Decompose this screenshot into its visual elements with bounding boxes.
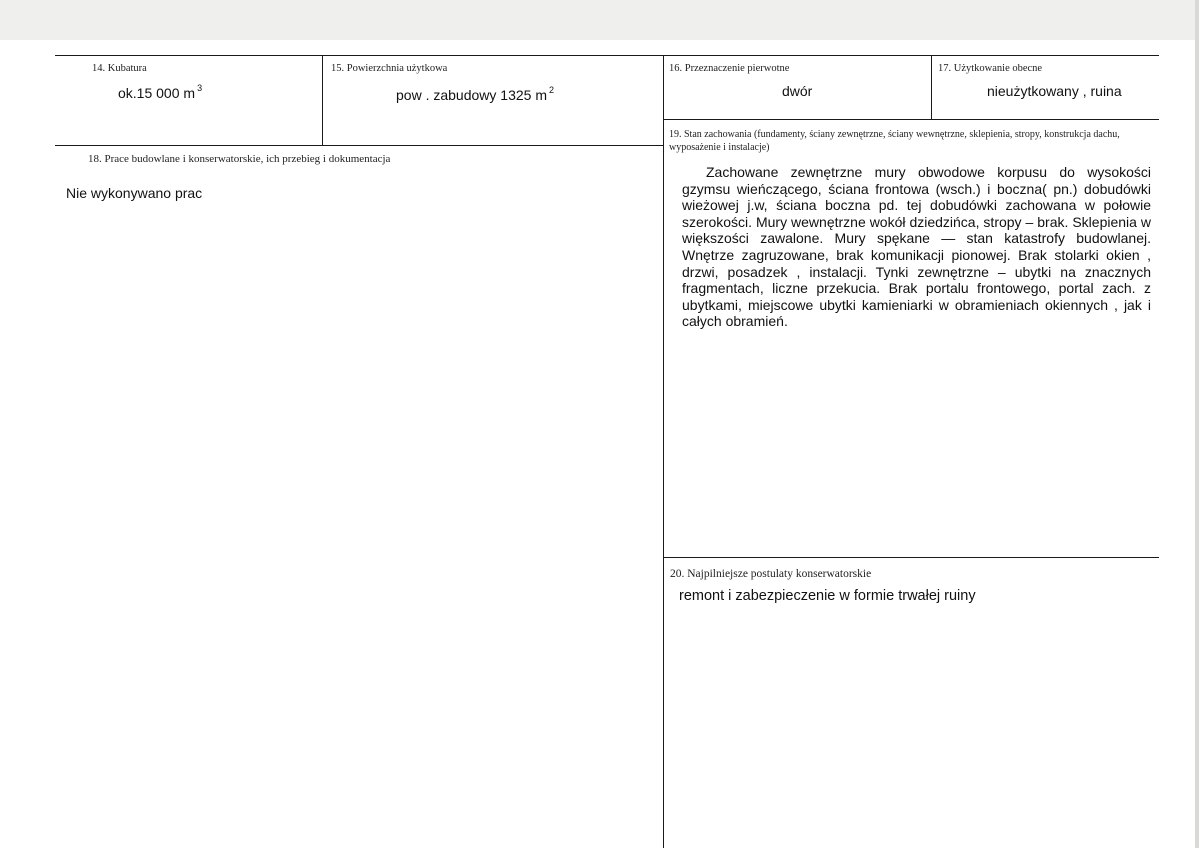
kubatura-label: 14. Kubatura bbox=[92, 63, 147, 74]
powierzchnia-value-text: pow . zabudowy 1325 m bbox=[396, 87, 547, 103]
scan-top-band bbox=[0, 0, 1199, 40]
divider-16-17 bbox=[931, 55, 932, 119]
divider-14-15 bbox=[322, 55, 323, 145]
kubatura-value-text: ok.15 000 m bbox=[118, 85, 196, 101]
powierzchnia-label: 15. Powierzchnia użytkowa bbox=[331, 63, 448, 74]
row-divider-left bbox=[55, 145, 664, 146]
scan-right-edge bbox=[1195, 0, 1199, 848]
row-divider-right bbox=[664, 119, 1159, 120]
stan-value: Zachowane zewnętrzne mury obwodowe korpusu do wysokości gzymsu wieńczącego, ściana frontowa (wsch.) i boczna( pn.) dobudówki wieżowej j.w, ściana boczna pd. tej dobudówki zachowana w połowie szerokości. Mury wewnętrzne wokół dziedzińca, stropy – brak. Sklepienia w większości zawalone. Mury spękane — stan katastrofy budowlanej. Wnętrze zagruzowane, brak komunikacji pionowej. Brak stolarki okien , drzwi, posadzek , instalacji. Tynki zewnętrzne – ubytki na znacznych fragmentach, liczne przekucia. Brak portalu frontowego, portal zach. z ubytkami, miejscowe ubytki kamieniarki w obramieniach okiennych , jak i całych obramień. bbox=[682, 164, 1151, 330]
divider-center bbox=[663, 55, 664, 848]
postulaty-value: remont i zabezpieczenie w formie trwałej ruiny bbox=[679, 588, 976, 604]
przeznaczenie-value: dwór bbox=[782, 83, 813, 99]
przeznaczenie-label: 16. Przeznaczenie pierwotne bbox=[669, 63, 790, 74]
uzytkowanie-label: 17. Użytkowanie obecne bbox=[938, 63, 1043, 74]
row-divider-20 bbox=[664, 557, 1159, 558]
powierzchnia-value bbox=[396, 85, 554, 103]
prace-label: 18. Prace budowlane i konserwatorskie, ich przebieg i dokumentacja bbox=[88, 153, 391, 165]
stan-label: 19. Stan zachowania (fundamenty, ściany zewnętrzne, ściany wewnętrzne, sklepienia, stropy, konstrukcja dachu, wyposażenie i instalacje) bbox=[669, 129, 1120, 153]
kubatura-unit-exponent: 3 bbox=[197, 83, 203, 93]
uzytkowanie-value: nieużytkowany , ruina bbox=[987, 83, 1122, 99]
powierzchnia-unit-exponent: 2 bbox=[548, 85, 554, 95]
postulaty-label: 20. Najpilniejsze postulaty konserwatorskie bbox=[670, 568, 872, 580]
form-top-border bbox=[55, 55, 1159, 56]
kubatura-value bbox=[118, 83, 202, 101]
prace-value: Nie wykonywano prac bbox=[66, 185, 203, 201]
